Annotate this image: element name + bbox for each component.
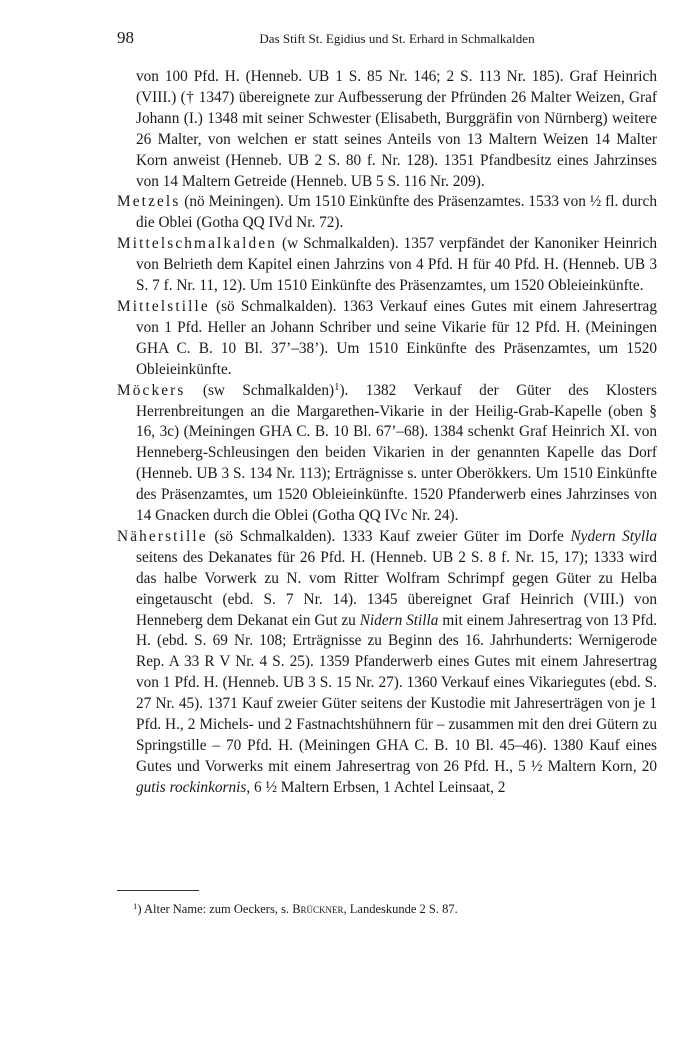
main-text [117, 67, 657, 799]
place-name: Möckers [117, 381, 186, 399]
place-name: Mittelstille [117, 297, 210, 315]
entry-mittelschmalkalden [117, 234, 657, 297]
italic-term: Nidern Stilla [359, 611, 439, 629]
place-name: Näherstille [117, 527, 208, 545]
continued-paragraph [117, 67, 657, 192]
entry-text: (sö Schmalkalden). 1363 Verkauf eines Gutes mit einem Jahresertrag von 1 Pfd. Heller an Johann Schriber und seine Vikarie für 12 Pfd. H. (Meiningen GHA C. B. 10 Bl. 37’–38’). Um 1510 Einkünfte des Präsenzamtes, um 1520 Obleieinkünfte. [136, 297, 657, 378]
footnote-author: Brückner [292, 902, 344, 916]
entry-text: (sö Schmalkalden). 1333 Kauf zweier Güter im Dorfe [207, 527, 571, 545]
italic-term: Nydern Stylla [570, 527, 657, 545]
place-name: Mittelschmalkalden [117, 235, 278, 253]
entry-naeherstille [117, 527, 657, 799]
entry-text: mit einem Jahresertrag von 13 Pfd. H. (ebd. S. 69 Nr. 108; Erträgnisse zu Beginn des 16. Jahrhunderts: Wernigerode Rep. A 33 R V Nr. 4 S. 25). 1359 Pfanderwerb eines Gutes mit einem Jahresertrag von 1 Pfd. H. (Henneb. UB 3 S. 15 Nr. 27). 1360 Verkauf eines Vikariegutes (ebd. S. 27 Nr. 45). 1371 Kauf zweier Güter seitens der Kustodie mit Jahreserträgen von je 1 Pfd. H., 2 Michels- und 2 Fastnachtshühnern für – zusammen mit den drei Gütern zu Springstille – 70 Pfd. H. (Meiningen GHA C. B. 10 Bl. 45–46). 1380 Kauf eines Gutes und Vorwerks mit einem Jahresertrag von 26 Pfd. H., 5 ½ Maltern Korn, 20 [136, 611, 657, 775]
entry-text: (sw Schmalkalden) [185, 381, 335, 399]
footnote-text: ) Alter Name: zum Oeckers, s. [137, 902, 293, 916]
footnote-divider [117, 890, 199, 891]
entry-text: (nö Meiningen). Um 1510 Einkünfte des Präsenzamtes. 1533 von ½ fl. durch die Oblei (Gotha QQ IVd Nr. 72). [136, 193, 657, 232]
italic-term: gutis rockinkornis [136, 778, 247, 796]
entry-text: seitens des Dekanates für 26 Pfd. H. (Henneb. UB 2 S. 8 f. Nr. 15, 17); 1333 wird das halbe Vorwerk zu N. vom Ritter Wolfram Schrimpf gegen Güter zu Helba eingetauscht (ebd. S. 7 Nr. 14). 1345 übereignet Graf Heinrich (VIII.) von Henneberg dem Dekanat ein Gut zu [136, 548, 657, 629]
footnote [117, 902, 657, 917]
entry-text: , 6 ½ Maltern Erbsen, 1 Achtel Leinsaat, 2 [246, 778, 506, 796]
entry-metzels [117, 192, 657, 234]
footnote-text: , Landeskunde 2 S. 87. [343, 902, 458, 916]
entry-text-continued: ). 1382 Verkauf der Güter des Klosters Herrenbreitungen an die Margarethen-Vikarie in der Heilig-Grab-Kapelle (oben § 16, 3c) (Meiningen GHA C. B. 10 Bl. 67’–68). 1384 schenkt Graf Heinrich XI. von Henneberg-Schleusingen den beiden Vikarien in der genannten Kapelle das Dorf (Henneb. UB 3 S. 134 Nr. 113); Erträgnisse s. unter Oberökkers. Um 1510 Einkünfte des Präsenzamtes, um 1520 Obleieinkünfte. 1520 Pfanderwerb eines Jahrzinses von 14 Gnacken durch die Oblei (Gotha QQ IVc Nr. 24). [136, 381, 657, 525]
footnote-reference[interactable]: 1 [334, 380, 340, 393]
entry-mittelstille [117, 297, 657, 381]
entry-text: (w Schmalkalden). 1357 verpfändet der Kanoniker Heinrich von Belrieth dem Kapitel einen Jahrzins von 4 Pfd. H für 40 Pfd. H. (Henneb. UB 3 S. 7 f. Nr. 11, 12). Um 1510 Einkünfte des Präsenzamtes, um 1520 Obleieinkünfte. [136, 235, 657, 295]
page-number: 98 [117, 28, 134, 47]
page-header [117, 28, 657, 50]
running-title: Das Stift St. Egidius und St. Erhard in Schmalkalden [259, 31, 535, 46]
entry-moeckers [117, 381, 657, 527]
footnote-marker: 1 [133, 901, 138, 912]
place-name: Metzels [117, 193, 181, 211]
paragraph-text: von 100 Pfd. H. (Henneb. UB 1 S. 85 Nr. 146; 2 S. 113 Nr. 185). Graf Heinrich (VIII.) († 1347) übereignete zur Aufbesserung der Pfründen 26 Malter Weizen, Graf Johann (I.) 1348 mit seiner Schwester (Elisabeth, Burggräfin von Nürnberg) weitere 26 Malter, von welchen er statt seines Anteils von 13 Maltern Weizen 14 Malter Korn anweist (Henneb. UB 2 S. 80 f. Nr. 128). 1351 Pfandbesitz eines Jahrzinses von 14 Maltern Getreide (Henneb. UB 5 S. 116 Nr. 209). [136, 68, 657, 190]
